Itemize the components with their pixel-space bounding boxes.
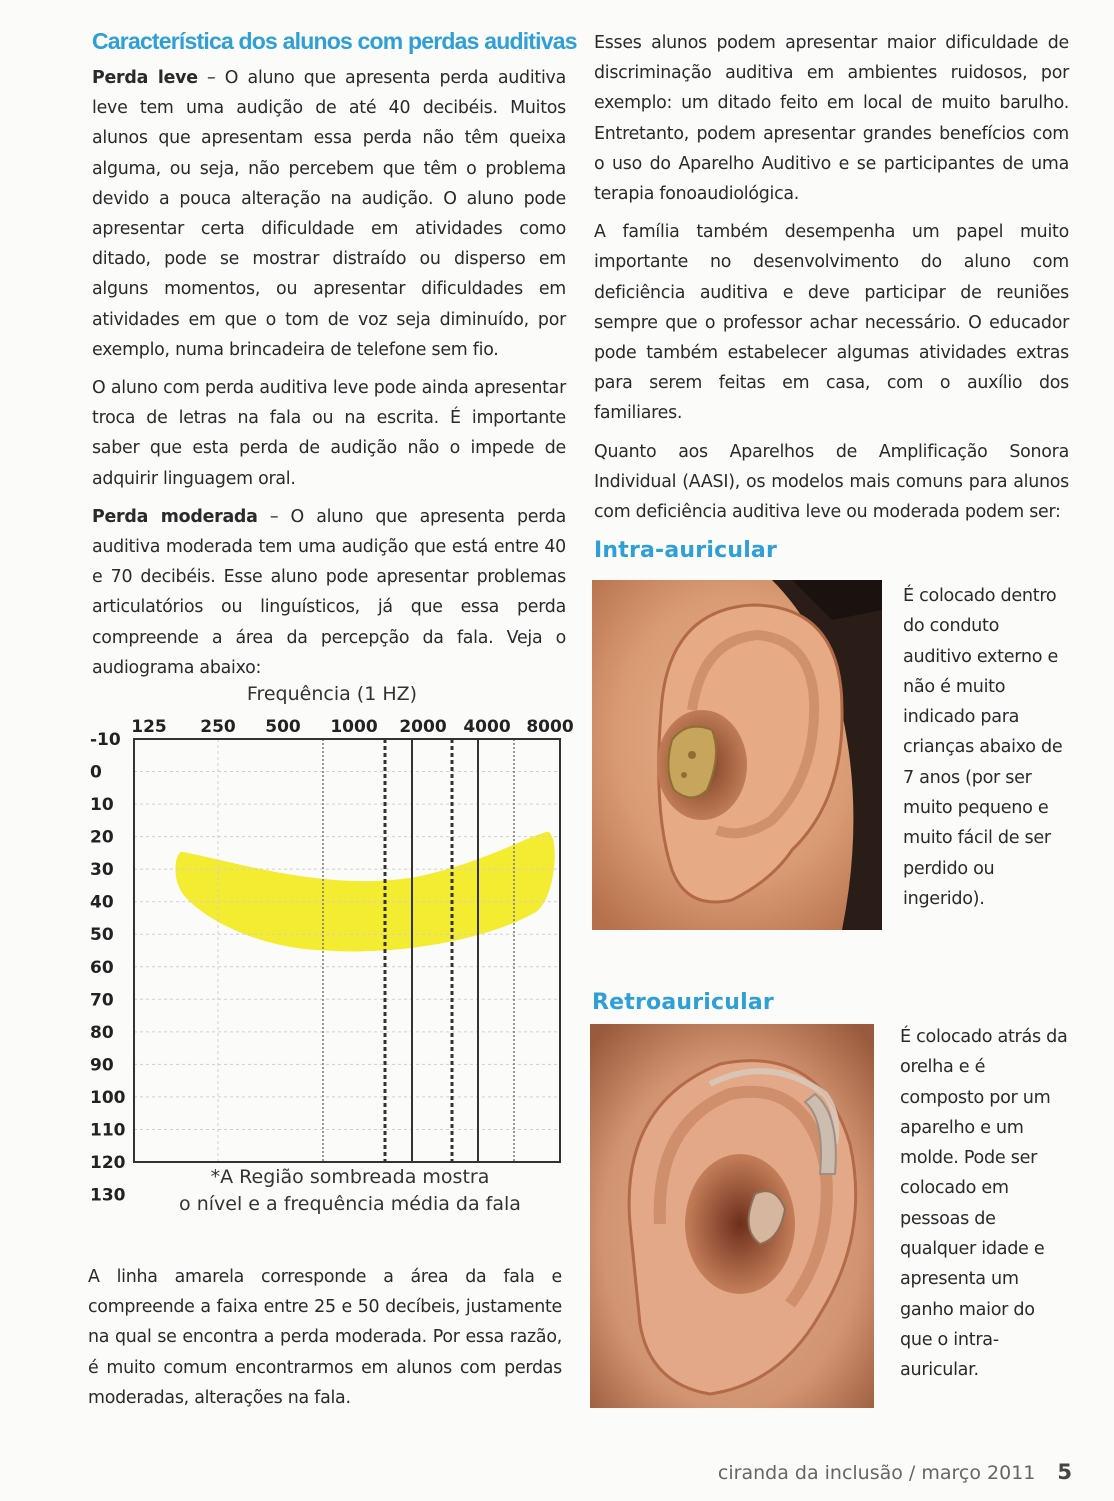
y-tick-label: 50 (90, 925, 114, 946)
paragraph-familia: A família também desempenha um papel muito importante no desenvolvimento do aluno com deficiência auditiva e deve participar de reuniões sempre que o professor achar necessário. O educador pode também estabelecer algumas atividades extras para serem feitas em casa, com o auxílio dos familiares. (594, 222, 1069, 424)
y-tick-label: 90 (90, 1055, 114, 1076)
y-tick-label: 110 (90, 1120, 126, 1141)
x-tick-label: 2000 (399, 717, 447, 737)
y-tick-label: 60 (90, 957, 114, 978)
text-perda-leve: – O aluno que apresenta perda auditiva leve tem uma audição de até 40 decibéis. Muitos alunos que apresentam essa perda não têm queixa alguma, ou seja, não percebem que têm o problema devido a pouca alteração na audição. O aluno pode apresentar certa dificuldade em atividades como ditado, pode se mostrar distraído ou disperso em alguns momentos, ou apresentar dificuldades em atividades em que o tom de voz seja diminuído, por exemplo, numa brincadeira de telefone sem fio. (92, 68, 566, 360)
y-tick-label: 20 (90, 827, 114, 848)
chart-note-line1: *A Região sombreada mostra (210, 1166, 490, 1188)
lead-perda-leve: Perda leve (92, 68, 198, 88)
speech-band (175, 832, 554, 952)
bottom-paragraph-block (88, 1262, 562, 1421)
paragraph-aasi: Quanto aos Aparelhos de Amplificação Sonora Individual (AASI), os modelos mais comuns para alunos com deficiência auditiva leve ou moderada podem ser: (594, 441, 1069, 523)
x-tick-label: 500 (265, 717, 301, 737)
retroauricular-ear-photo (590, 1024, 874, 1408)
x-tick-label: 1000 (330, 717, 378, 737)
retroauricular-heading: Retroauricular (592, 990, 774, 1015)
y-axis-labels (90, 730, 126, 1206)
y-tick-label: 30 (90, 860, 114, 881)
section-title: Característica dos alunos com perdas auditivas (92, 28, 577, 54)
x-tick-label: 250 (200, 717, 236, 737)
y-tick-label: 130 (90, 1185, 126, 1206)
intra-auricular-ear-photo (592, 580, 882, 930)
x-tick-label: 125 (131, 717, 167, 737)
publication-name: ciranda da inclusão / março 2011 (717, 1462, 1036, 1484)
lead-perda-moderada: Perda moderada (92, 506, 258, 527)
x-tick-label: 8000 (526, 717, 574, 737)
text-perda-moderada: – O aluno que apresenta perda auditiva moderada tem uma audição que está entre 40 e 70 decibéis. Esse aluno pode apresentar problemas articulatórios ou linguísticos, já que essa perda compreende a área da percepção da fala. Veja o audiograma abaixo: (92, 506, 566, 678)
y-tick-label: 0 (90, 762, 102, 783)
chart-note (150, 1164, 550, 1218)
paragraph-ruido: Esses alunos podem apresentar maior dificuldade de discriminação auditiva em ambientes ruidosos, por exemplo: um ditado feito em local de muito barulho. Entretanto, podem apresentar grandes benefícios com o uso do Aparelho Auditivo e se participantes de uma terapia fonoaudiológica. (594, 33, 1069, 205)
y-tick-label: 70 (90, 990, 114, 1011)
left-column (92, 28, 577, 691)
paragraph-perda-leve (92, 63, 566, 365)
intra-auricular-heading: Intra-auricular (594, 538, 778, 563)
right-column (594, 28, 1069, 535)
page-number: 5 (1057, 1460, 1072, 1484)
chart-note-line2: o nível e a frequência média da fala (179, 1193, 521, 1215)
y-tick-label: 10 (90, 795, 114, 816)
x-axis-labels (131, 717, 574, 737)
y-tick-label: 120 (90, 1153, 126, 1173)
paragraph-yellow-line: A linha amarela corresponde a área da fala e compreende a faixa entre 25 e 50 decíbeis, justamente na qual se encontra a perda moderada. Por essa razão, é muito comum encontrarmos em alunos com perdas moderadas, alterações na fala. (88, 1267, 562, 1408)
paragraph-perda-moderada (92, 502, 566, 683)
retroauricular-caption: É colocado atrás da orelha e é composto por um aparelho e um molde. Pode ser colocado em pessoas de qualquer idade e apresenta um ganho maior do que o intra-auricular. (900, 1027, 1068, 1381)
page-footer (718, 1460, 1072, 1484)
y-tick-label: 100 (90, 1087, 126, 1108)
intra-auricular-caption: É colocado dentro do conduto auditivo externo e não é muito indicado para crianças abaixo de 7 anos (por ser muito pequeno e muito fácil de ser perdido ou ingerido). (903, 586, 1063, 909)
chart-title: Frequência (1 HZ) (246, 683, 418, 705)
y-tick-label: 40 (90, 892, 114, 913)
y-tick-label: -10 (90, 730, 121, 750)
audiogram-chart (86, 678, 576, 1218)
y-tick-label: 80 (90, 1022, 114, 1043)
paragraph-leve-extra: O aluno com perda auditiva leve pode ainda apresentar troca de letras na fala ou na escrita. É importante saber que esta perda de audição não o impede de adquirir linguagem oral. (92, 378, 566, 489)
x-tick-label: 4000 (463, 717, 511, 737)
